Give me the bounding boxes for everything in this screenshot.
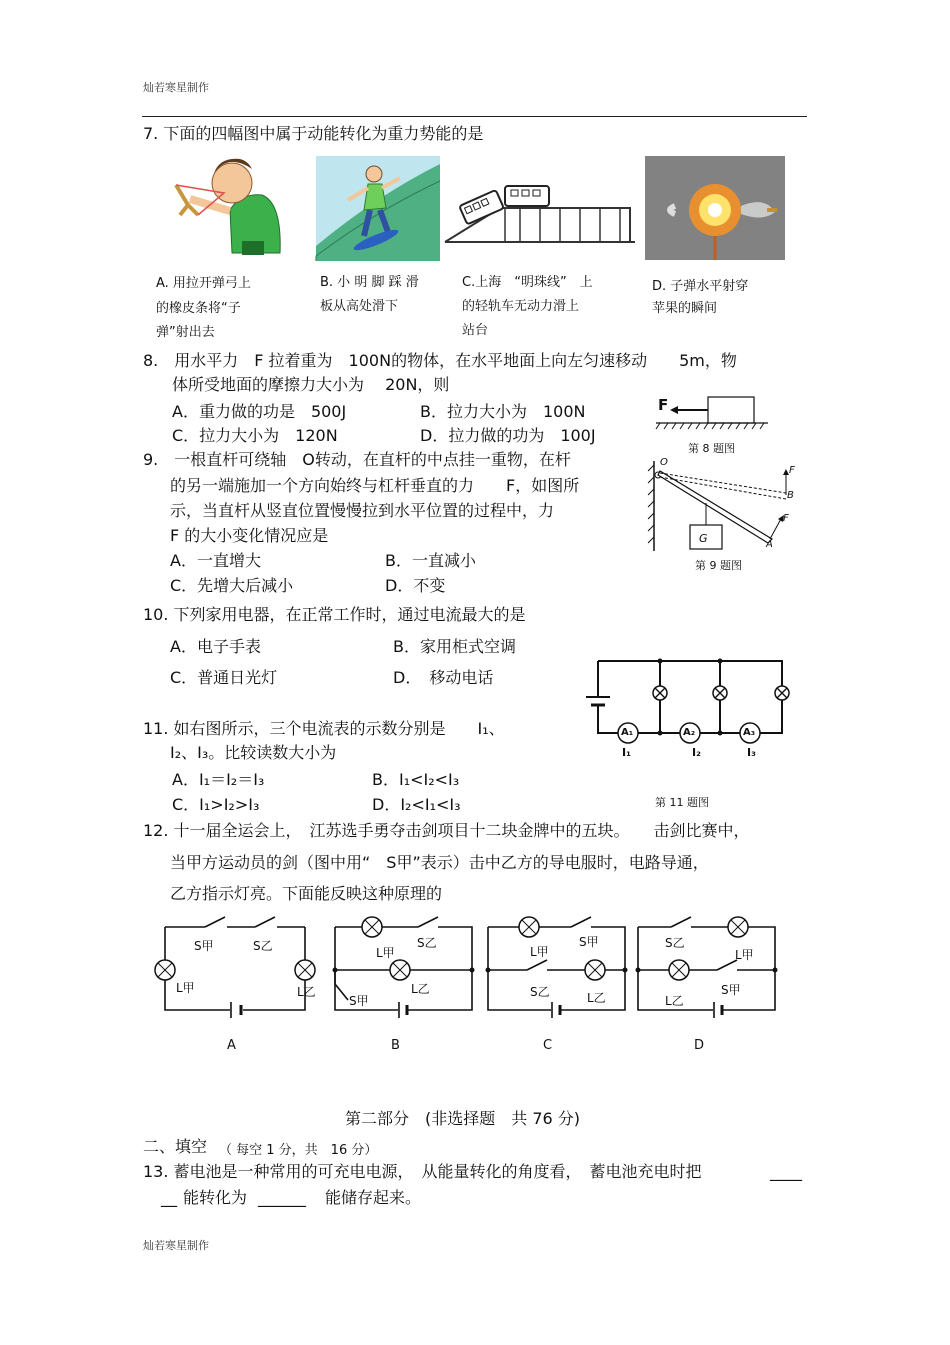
q9-option-c: C．先增大后减小 (170, 576, 294, 595)
q12-b-l-jia: L甲 (376, 946, 395, 960)
q11-option-a: A．I₁＝I₂＝I₃ (172, 770, 265, 789)
q12-circuit-d (633, 912, 783, 1022)
q12-stem-line1: 12. 十一届全运会上， 江苏选手勇夺击剑项目十二块金牌中的五块。 击剑比赛中， (143, 821, 750, 840)
q11-stem-line2: I₂、I₃。比较读数大小为 (170, 743, 337, 762)
q12-stem-line3: 乙方指示灯亮。下面能反映这种原理的 (170, 884, 443, 903)
header-watermark: 灿若寒星制作 (143, 81, 209, 94)
header-rule (142, 116, 807, 117)
q7-image-b (316, 156, 440, 261)
section-heading: 二、填空 (143, 1137, 208, 1156)
q13-blank1-cont: __ (161, 1188, 177, 1207)
q9-stem-line4: F 的大小变化情况应是 (170, 526, 329, 545)
q7-option-d-line1: D. 子弹水平射穿 (652, 279, 749, 294)
q8-caption: 第 8 题图 (688, 442, 735, 455)
section-note: （ 每空 1 分，共 16 分） (219, 1143, 378, 1158)
q9-figure (648, 455, 803, 555)
q12-b-s-yi: S乙 (417, 936, 437, 950)
q7-option-b-line2: 板从高处滑下 (320, 299, 399, 314)
q12-a-s-yi: S乙 (253, 939, 273, 953)
q8-figure-label-f: F (658, 396, 669, 414)
q8-option-a: A．重力做的功是 500J (172, 402, 347, 421)
q12-d-l-jia: L甲 (735, 948, 754, 962)
q12-a-l-yi: L乙 (297, 985, 316, 999)
q10-option-d: D． 移动电话 (393, 668, 494, 687)
q11-caption: 第 11 题图 (655, 796, 709, 809)
q11-figure (578, 655, 793, 765)
q9-fig-f2: F (783, 513, 789, 524)
q8-figure (652, 392, 772, 432)
q7-option-b-line1: B. 小 明 脚 踩 滑 (320, 275, 419, 290)
q8-option-c: C．拉力大小为 120N (172, 426, 338, 445)
q12-option-d: D (694, 1038, 705, 1053)
q12-d-s-yi: S乙 (665, 936, 685, 950)
q12-circuit-a (155, 912, 315, 1022)
q12-option-c: C (543, 1038, 553, 1053)
q12-c-l-jia: L甲 (530, 945, 549, 959)
q12-c-s-jia: S甲 (579, 935, 599, 949)
q7-option-a-line2: 的橡皮条将“子 (156, 301, 241, 316)
q12-circuit-c (483, 912, 633, 1022)
q9-option-b: B．一直减小 (385, 551, 476, 570)
q9-stem-line1: 9. 一根直杆可绕轴 O转动，在直杆的中点挂一重物，在杆 (143, 450, 571, 469)
q13-blank2: ______ (258, 1188, 306, 1207)
q7-option-c-line3: 站台 (462, 323, 489, 338)
q12-d-s-jia: S甲 (721, 983, 741, 997)
q12-b-l-yi: L乙 (411, 982, 430, 996)
q9-stem-line2: 的另一端施加一个方向始终与杠杆垂直的力 F，如图所 (170, 476, 580, 495)
q11-fig-a2: A₂ (683, 727, 696, 738)
q11-fig-i2: I₂ (692, 746, 701, 759)
q11-fig-i3: I₃ (747, 746, 756, 759)
q11-option-d: D．I₂<I₁<I₃ (372, 795, 461, 814)
q13-blank1: ____ (770, 1162, 802, 1181)
q12-b-s-jia: S甲 (349, 994, 369, 1008)
q12-d-l-yi: L乙 (665, 994, 684, 1008)
q12-a-s-jia: S甲 (194, 939, 214, 953)
q13-line2-end: 能储存起来。 (325, 1188, 422, 1207)
q9-stem-line3: 示，当直杆从竖直位置慢慢拉到水平位置的过程中，力 (170, 501, 555, 520)
q9-fig-b: B (787, 490, 794, 501)
q7-option-a-line3: 弹”射出去 (156, 325, 215, 340)
q9-fig-f1: F (789, 465, 795, 476)
q10-option-b: B．家用柜式空调 (393, 637, 516, 656)
q7-image-d (645, 156, 785, 260)
q9-fig-g: G (699, 532, 708, 545)
q11-fig-a1: A₁ (621, 727, 634, 738)
q9-fig-o: O (660, 457, 668, 468)
q12-option-a: A (227, 1038, 236, 1053)
q7-option-c-line1: C.上海 “明珠线” 上 (462, 275, 593, 290)
q11-fig-i1: I₁ (622, 746, 631, 759)
q8-stem-line2: 体所受地面的摩擦力大小为 20N，则 (172, 375, 450, 394)
footer-watermark: 灿若寒星制作 (143, 1239, 209, 1252)
part2-title: 第二部分 (非选择题 共 76 分) (345, 1109, 581, 1128)
q7-image-c (445, 180, 635, 244)
q8-option-b: B．拉力大小为 100N (420, 402, 586, 421)
q10-option-c: C．普通日光灯 (170, 668, 278, 687)
q8-option-d: D．拉力做的功为 100J (420, 426, 596, 445)
q12-c-l-yi: L乙 (587, 991, 606, 1005)
q7-option-c-line2: 的轻轨车无动力滑上 (462, 299, 580, 314)
q11-option-b: B．I₁<I₂<I₃ (372, 770, 460, 789)
q7-image-a (170, 155, 285, 260)
q13-line2-text: 能转化为 (183, 1188, 248, 1207)
q10-option-a: A．电子手表 (170, 637, 261, 656)
q11-fig-a3: A₃ (743, 727, 756, 738)
q12-c-s-yi: S乙 (530, 985, 550, 999)
q7-option-a-line1: A. 用拉开弹弓上 (156, 276, 251, 291)
q12-stem-line2: 当甲方运动员的剑（图中用“ S甲”表示）击中乙方的导电服时，电路导通， (170, 853, 709, 872)
q9-fig-a: A (766, 539, 773, 550)
q13-line1: 13. 蓄电池是一种常用的可充电电源， 从能量转化的角度看， 蓄电池充电时把 (143, 1162, 702, 1181)
q12-option-b: B (391, 1038, 400, 1053)
q11-stem-line1: 11. 如右图所示，三个电流表的示数分别是 I₁、 (143, 719, 505, 738)
q11-option-c: C．I₁>I₂>I₃ (172, 795, 260, 814)
q9-option-d: D．不变 (385, 576, 446, 595)
q8-stem-line1: 8. 用水平力 F 拉着重为 100N的物体，在水平地面上向左匀速移动 5m，物 (143, 351, 737, 370)
q9-option-a: A．一直增大 (170, 551, 261, 570)
q12-a-l-jia: L甲 (176, 981, 195, 995)
q7-stem: 7. 下面的四幅图中属于动能转化为重力势能的是 (143, 124, 484, 143)
q10-stem: 10. 下列家用电器，在正常工作时，通过电流最大的是 (143, 605, 526, 624)
q7-option-d-line2: 苹果的瞬间 (652, 301, 718, 316)
q9-caption: 第 9 题图 (695, 559, 742, 572)
